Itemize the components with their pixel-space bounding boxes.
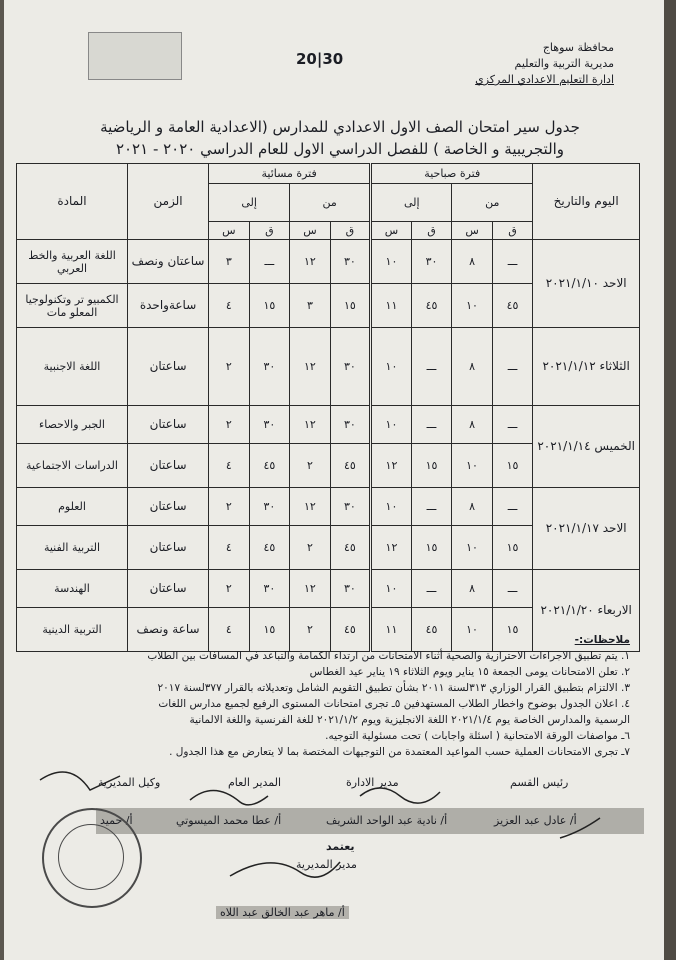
evening-time-cell: ٣ (290, 284, 331, 328)
morning-time-cell: ٨ (452, 406, 493, 444)
evening-time-cell: ٢ (290, 526, 331, 570)
morning-time-cell: ٨ (452, 328, 493, 406)
morning-time-cell: ـــ (492, 570, 533, 608)
evening-time-cell: ٢ (290, 444, 331, 488)
subject-cell: الجبر والاحصاء (17, 406, 128, 444)
evening-time-cell: ٤٥ (330, 444, 371, 488)
header-from: من (290, 184, 371, 222)
evening-time-cell: ٤ (209, 526, 250, 570)
subject-cell: التربية الفنية (17, 526, 128, 570)
morning-time-cell: ـــ (411, 406, 452, 444)
evening-time-cell: ٤٥ (249, 526, 290, 570)
name-deputy: أ/ حميد (100, 814, 133, 827)
morning-time-cell: ١٥ (492, 526, 533, 570)
morning-time-cell: ـــ (492, 240, 533, 284)
evening-time-cell: ١٢ (290, 488, 331, 526)
morning-time-cell: ـــ (411, 570, 452, 608)
evening-time-cell: ٤ (209, 608, 250, 652)
evening-time-cell: ـــ (249, 240, 290, 284)
evening-time-cell: ٢ (209, 488, 250, 526)
name-dept-manager: أ/ نادية عبد الواحد الشريف (326, 814, 448, 827)
sig-deputy: وكيل المديرية (98, 776, 161, 789)
evening-time-cell: ٤ (209, 444, 250, 488)
header-time: الزمن (128, 164, 209, 240)
sig-dept-manager: مدير الادارة (346, 776, 399, 789)
morning-time-cell: ـــ (492, 328, 533, 406)
subject-cell: اللغة الاجنبية (17, 328, 128, 406)
subject-cell: الهندسة (17, 570, 128, 608)
vision-logo: 20|30 (296, 50, 344, 68)
note-6: ٦ـ مواصفات الورقة الامتحانية ( اسئلة واجابات ) تحت مسئولية التوجيه. (325, 730, 630, 742)
header-from: من (452, 184, 533, 222)
morning-time-cell: ٨ (452, 488, 493, 526)
morning-time-cell: ١٠ (452, 284, 493, 328)
duration-cell: ساعتان (128, 488, 209, 526)
header-unit: ق (492, 222, 533, 240)
day-date-cell: الاحد ٢٠٢١/١/١٧ (533, 488, 640, 570)
morning-time-cell: ـــ (411, 488, 452, 526)
evening-time-cell: ٢ (209, 328, 250, 406)
sig-general-manager: المدير العام (228, 776, 282, 789)
subject-cell: العلوم (17, 488, 128, 526)
evening-time-cell: ١٢ (290, 406, 331, 444)
morning-time-cell: ١٠ (371, 488, 412, 526)
notes-heading: ملاحظات:- (574, 634, 630, 646)
morning-time-cell: ـــ (411, 328, 452, 406)
name-head-section: أ/ عادل عبد العزيز (494, 814, 577, 827)
evening-time-cell: ٤٥ (330, 608, 371, 652)
header-governorate: محافظة سوهاج (542, 41, 614, 54)
subject-cell: اللغة العربية والخط العربي (17, 240, 128, 284)
note-3: ٣. الالتزام بتطبيق القرار الوزاري ٣١٣لسنة ٢٠١١ بشأن تطبيق التقويم الشامل وتعديلاته بالقرار ٣٧٧لسنة ٢٠١٧ (157, 682, 630, 694)
director-title: مدير المديرية (296, 858, 357, 871)
name-general-manager: أ/ عطا محمد الميسوتي (176, 814, 282, 827)
morning-time-cell: ١٠ (371, 240, 412, 284)
evening-time-cell: ٣٠ (249, 488, 290, 526)
morning-time-cell: ١٢ (371, 526, 412, 570)
header-subject: المادة (17, 164, 128, 240)
duration-cell: ساعة ونصف (128, 608, 209, 652)
evening-time-cell: ١٥ (249, 284, 290, 328)
day-date-cell: الخميس ٢٠٢١/١/١٤ (533, 406, 640, 488)
evening-time-cell: ١٢ (290, 328, 331, 406)
evening-time-cell: ٣٠ (249, 328, 290, 406)
evening-time-cell: ١٢ (290, 240, 331, 284)
note-2: ٢. تعلن الامتحانات يومى الجمعة ١٥ يناير ويوم الثلاثاء ١٩ يناير عيد الغطاس (309, 666, 630, 678)
evening-time-cell: ٣٠ (330, 488, 371, 526)
morning-time-cell: ١٢ (371, 444, 412, 488)
header-unit: س (452, 222, 493, 240)
evening-time-cell: ١٥ (249, 608, 290, 652)
note-4: ٤. اعلان الجدول بوضوح واخطار الطلاب المستهدفين ٥ـ تجرى امتحانات المستوى الرفيع لجميع مدارس اللغات (158, 698, 630, 710)
morning-time-cell: ١٠ (371, 406, 412, 444)
evening-time-cell: ٣٠ (330, 240, 371, 284)
duration-cell: ساعتان (128, 328, 209, 406)
morning-time-cell: ـــ (492, 406, 533, 444)
morning-time-cell: ١٠ (452, 444, 493, 488)
note-5: الرسمية والمدارس الخاصة يوم ٢٠٢١/١/٤ اللغة الانجليزية ويوم ٢٠٢١/١/٢ للغة الفرنسية واللغة الالمانية (189, 714, 630, 726)
evening-time-cell: ٢ (209, 570, 250, 608)
day-date-cell: الاحد ٢٠٢١/١/١٠ (533, 240, 640, 328)
subject-cell: التربية الدينية (17, 608, 128, 652)
duration-cell: ساعتان (128, 570, 209, 608)
duration-cell: ساعتان (128, 444, 209, 488)
morning-time-cell: ١١ (371, 608, 412, 652)
evening-time-cell: ١٥ (330, 284, 371, 328)
morning-time-cell: ٤٥ (411, 608, 452, 652)
evening-time-cell: ٣٠ (330, 406, 371, 444)
header-evening: فترة مسائية (209, 164, 371, 184)
morning-time-cell: ٤٥ (411, 284, 452, 328)
evening-time-cell: ٤٥ (330, 526, 371, 570)
evening-time-cell: ٣٠ (249, 570, 290, 608)
duration-cell: ساعتان ونصف (128, 240, 209, 284)
note-7: ٧ـ تجرى الامتحانات العملية حسب المواعيد المعتمدة من التوجيهات المختصة بما لا يتعارض مع هذا الجدول . (169, 746, 630, 758)
evening-time-cell: ٢ (290, 608, 331, 652)
day-date-cell: الاربعاء ٢٠٢١/١/٢٠ (533, 570, 640, 652)
evening-time-cell: ٢ (209, 406, 250, 444)
duration-cell: ساعتان (128, 406, 209, 444)
evening-time-cell: ٤ (209, 284, 250, 328)
evening-time-cell: ٣٠ (249, 406, 290, 444)
header-unit: س (290, 222, 331, 240)
duration-cell: ساعةواحدة (128, 284, 209, 328)
morning-time-cell: ٨ (452, 240, 493, 284)
header-morning: فترة صباحية (371, 164, 533, 184)
duration-cell: ساعتان (128, 526, 209, 570)
morning-time-cell: ٨ (452, 570, 493, 608)
header-directorate: مديرية التربية والتعليم (514, 57, 614, 70)
morning-time-cell: ١٥ (411, 444, 452, 488)
day-date-cell: الثلاثاء ٢٠٢١/١/١٢ (533, 328, 640, 406)
director-name: أ/ ماهر عبد الخالق عبد اللاه (216, 906, 349, 919)
morning-time-cell: ١٠ (371, 570, 412, 608)
evening-time-cell: ٣ (209, 240, 250, 284)
morning-time-cell: ١٥ (492, 608, 533, 652)
morning-time-cell: ١٥ (411, 526, 452, 570)
morning-time-cell: ١٥ (492, 444, 533, 488)
subject-cell: الكمبيو تر وتكنولوجيا المعلو مات (17, 284, 128, 328)
header-unit: ق (249, 222, 290, 240)
header-day: اليوم والتاريخ (533, 164, 640, 240)
morning-time-cell: ٣٠ (411, 240, 452, 284)
title-line-2: والتجريبية و الخاصة ) للفصل الدراسي الاول للعام الدراسي ٢٠٢٠ - ٢٠٢١ (115, 140, 565, 158)
header-department: ادارة التعليم الاعدادي المركزي (475, 73, 614, 86)
note-1: ١. يتم تطبيق الاجراءات الاحترازية والصحية أثناء الامتحانات من ارتداء الكمامة والتباعد في المسافات بين الطلاب (147, 650, 630, 662)
morning-time-cell: ٤٥ (492, 284, 533, 328)
morning-time-cell: ١٠ (452, 526, 493, 570)
header-unit: س (371, 222, 412, 240)
morning-time-cell: ١٠ (452, 608, 493, 652)
morning-time-cell: ١١ (371, 284, 412, 328)
header-to: إلى (371, 184, 452, 222)
header-unit: س (209, 222, 250, 240)
header-to: إلى (209, 184, 290, 222)
evening-time-cell: ٣٠ (330, 328, 371, 406)
evening-time-cell: ٣٠ (330, 570, 371, 608)
evening-time-cell: ٤٥ (249, 444, 290, 488)
subject-cell: الدراسات الاجتماعية (17, 444, 128, 488)
morning-time-cell: ١٠ (371, 328, 412, 406)
header-unit: ق (330, 222, 371, 240)
morning-time-cell: ـــ (492, 488, 533, 526)
approve-label: يعتمد (326, 840, 355, 853)
sig-head-section: رئيس القسم (510, 776, 569, 789)
header-unit: ق (411, 222, 452, 240)
evening-time-cell: ١٢ (290, 570, 331, 608)
title-line-1: جدول سير امتحان الصف الاول الاعدادي للمدارس (الاعدادية العامة و الرياضية (100, 118, 580, 136)
